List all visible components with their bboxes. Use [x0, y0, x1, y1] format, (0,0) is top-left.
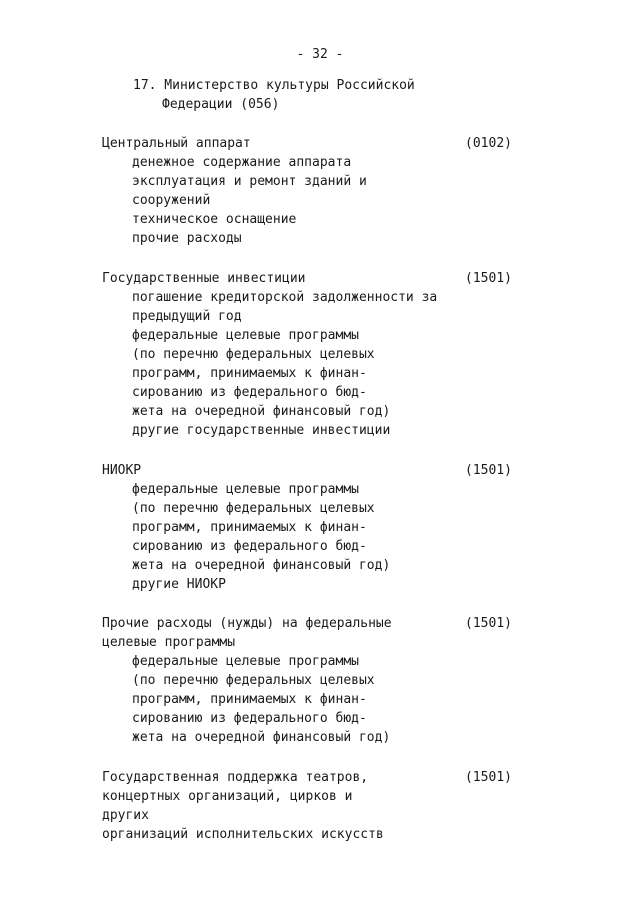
list-item: денежное содержание аппарата: [132, 155, 352, 170]
list-item: сооружений: [132, 193, 211, 208]
list-item: сированию из федерального бюд-: [132, 711, 367, 726]
ministry-code: Федерации (056): [162, 97, 280, 112]
section-title-continued: организаций исполнительских искусств: [102, 827, 384, 842]
section-title: Государственная поддержка театров,: [102, 770, 369, 785]
list-item: жета на очередной финансовый год): [132, 404, 391, 419]
section-title: Центральный аппарат: [102, 136, 251, 151]
ministry-heading: [133, 76, 415, 114]
section-code: (0102): [465, 136, 512, 151]
list-item: (по перечню федеральных целевых: [132, 673, 375, 688]
list-item: программ, принимаемых к финан-: [132, 692, 367, 707]
list-item: прочие расходы: [132, 231, 242, 246]
list-item: предыдущий год: [132, 309, 242, 324]
section-title: НИОКР: [102, 463, 142, 478]
section-other-expenses: [102, 614, 512, 747]
list-item: другие НИОКР: [132, 577, 226, 592]
list-item: жета на очередной финансовый год): [132, 558, 391, 573]
list-item: (по перечню федеральных целевых: [132, 501, 375, 516]
list-item: сированию из федерального бюд-: [132, 385, 367, 400]
section-title-continued: целевые программы: [102, 635, 236, 650]
section-title: Прочие расходы (нужды) на федеральные: [102, 616, 392, 631]
section-central-apparatus: [102, 134, 512, 248]
list-item: программ, принимаемых к финан-: [132, 366, 367, 381]
list-item: техническое оснащение: [132, 212, 297, 227]
section-title: Государственные инвестиции: [102, 271, 306, 286]
list-item: эксплуатация и ремонт зданий и: [132, 174, 367, 189]
list-item: другие государственные инвестиции: [132, 423, 391, 438]
list-item: сированию из федерального бюд-: [132, 539, 367, 554]
section-title-continued: концертных организаций, цирков и других: [102, 789, 353, 823]
list-item: (по перечню федеральных целевых: [132, 347, 375, 362]
section-code: (1501): [465, 271, 512, 286]
section-code: (1501): [465, 463, 512, 478]
list-item: погашение кредиторской задолженности за: [132, 290, 438, 305]
section-code: (1501): [465, 770, 512, 785]
section-code: (1501): [465, 616, 512, 631]
list-item: программ, принимаемых к финан-: [132, 520, 367, 535]
list-item: федеральные целевые программы: [132, 654, 359, 669]
page-number: - 32 -: [296, 47, 344, 62]
section-niokr: [102, 461, 512, 594]
section-arts-support: [102, 768, 512, 844]
list-item: жета на очередной финансовый год): [132, 730, 391, 745]
section-state-investments: [102, 269, 512, 440]
list-item: федеральные целевые программы: [132, 328, 359, 343]
ministry-title: 17. Министерство культуры Российской: [133, 78, 415, 93]
list-item: федеральные целевые программы: [132, 482, 359, 497]
